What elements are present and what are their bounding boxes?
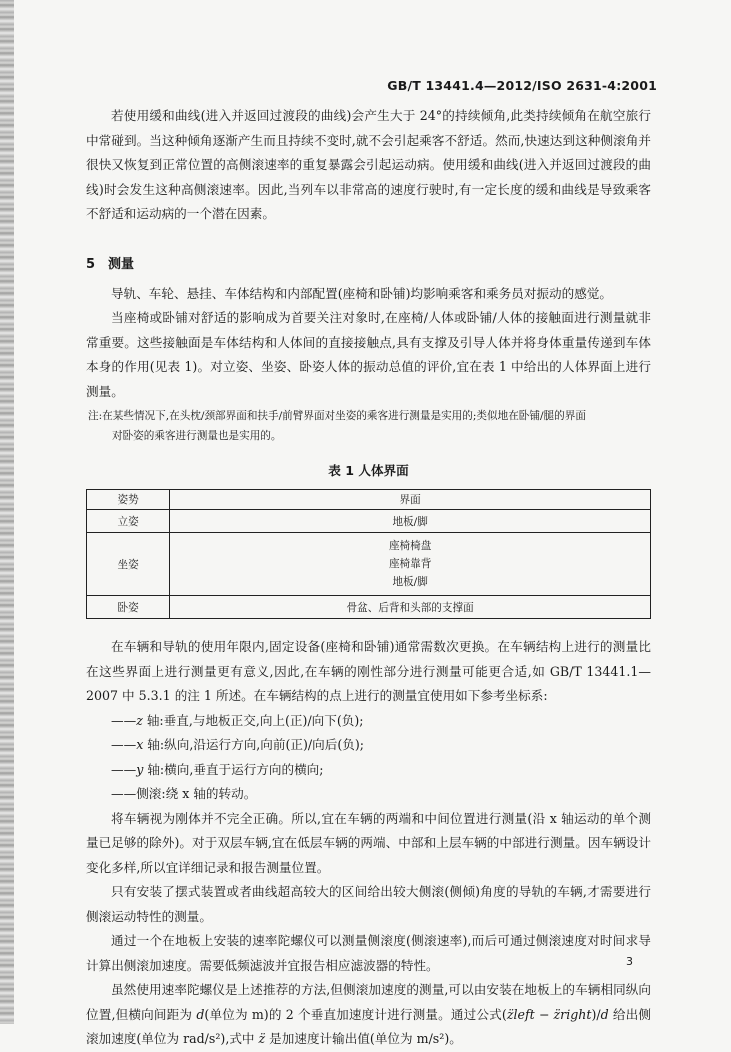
table-row xyxy=(87,510,651,533)
note-line-1: 在某些情况下,在头枕/颈部界面和扶手/前臂界面对坐姿的乘客进行测量是实用的;类似地在卧铺/腿的界面 xyxy=(102,410,586,422)
interface-item: 座椅靠背 xyxy=(388,558,432,570)
table-caption: 表 1 人体界面 xyxy=(328,463,409,478)
scan-edge-artifact xyxy=(0,0,14,1024)
list-item: ——x 轴:纵向,沿运行方向,向前(正)/向后(负); xyxy=(111,737,365,752)
section-title: 测量 xyxy=(108,256,135,272)
paragraph-3: 在车辆和导轨的使用年限内,固定设备(座椅和卧铺)通常需数次更换。在车辆结构上进行的测量比在这些界面上进行测量更有意义,因此,在车辆的刚性部分进行测量可能更合适,如 GB/T 13441.1—2007 中 5.3.1 的注 1 所述。在车辆结构的点上进行的测量宜使用如下参考坐标系: xyxy=(86,639,651,703)
paragraph-1: 导轨、车轮、悬挂、车体结构和内部配置(座椅和卧铺)均影响乘客和乘务员对振动的感觉。 xyxy=(111,285,612,301)
table-header-row xyxy=(87,490,651,510)
paragraph-2: 当座椅或卧铺对舒适的影响成为首要关注对象时,在座椅/人体或卧铺/人体的接触面进行测量就非常重要。这些接触面是车体结构和人体间的直接接触点,具有支撑及引导人体并将身体重量传递到车体本身的作用(见表 1)。对立姿、坐姿、卧姿人体的振动总值的评价,宜在表 1 中给出的人体界面上进行测量。 xyxy=(86,310,651,399)
table-row xyxy=(87,596,651,619)
header-posture: 姿势 xyxy=(87,490,170,510)
interface-item: 座椅椅盘 xyxy=(388,540,432,552)
paragraph-4: 将车辆视为刚体并不完全正确。所以,宜在车辆的两端和中间位置进行测量(沿 x 轴运动的单个测量已足够的除外)。对于双层车辆,宜在低层车辆的两端、中部和上层车辆的中部进行测量。因车辆设计变化多样,所以宜详细记录和报告测量位置。 xyxy=(86,810,651,875)
coordinate-list xyxy=(86,709,651,807)
paragraph-5: 只有安装了摆式装置或者曲线超高较大的区间给出较大侧滚(侧倾)角度的导轨的车辆,才需要进行侧滚运动特性的测量。 xyxy=(86,884,651,924)
section-number: 5 xyxy=(86,256,96,272)
human-interface-table xyxy=(86,489,651,619)
interface-cell xyxy=(170,533,651,596)
paragraph-7: 虽然使用速率陀螺仪是上述推荐的方法,但侧滚加速度的测量,可以由安装在地板上的车辆相同纵向位置,但横向间距为 d(单位为 m)的 2 个垂直加速度计进行测量。通过公式(z̈left − z̈right)/d 给出侧滚加速度(单位为 rad/s²),式中 z̈ 是加速度计输出值(单位为 m/s²)。 xyxy=(86,982,651,1046)
note-label: 注: xyxy=(88,410,103,422)
note xyxy=(86,406,651,446)
intro-paragraph: 若使用缓和曲线(进入并返回过渡段的曲线)会产生大于 24°的持续倾角,此类持续倾角在航空旅行中常碰到。当这种倾角逐渐产生而且持续不变时,就不会引起乘客不舒适。然而,快速达到这种侧滚角并很快又恢复到正常位置的高侧滚速率的重复暴露会引起运动病。使用缓和曲线(进入并返回过渡段的曲线)时会发生这种高侧滚速率。因此,当列车以非常高的速度行驶时,有一定长度的缓和曲线是导致乘客不舒适和运动病的一个潜在因素。 xyxy=(86,108,651,221)
posture-cell: 立姿 xyxy=(87,510,170,533)
interface-cell: 骨盆、后背和头部的支撑面 xyxy=(170,596,651,619)
posture-cell: 坐姿 xyxy=(87,533,170,596)
section-heading xyxy=(86,253,651,272)
posture-cell: 卧姿 xyxy=(87,596,170,619)
list-item: ——侧滚:绕 x 轴的转动。 xyxy=(111,786,257,801)
roll-formula: z̈left − z̈right xyxy=(506,1006,592,1022)
page-body xyxy=(86,104,651,1052)
paragraph-6: 通过一个在地板上安装的速率陀螺仪可以测量侧滚度(侧滚速率),而后可通过侧滚速度对时间求导计算出侧滚加速度。需要低频滤波并宜报告相应滤波器的特性。 xyxy=(86,933,651,973)
page-number: 3 xyxy=(626,955,633,968)
interface-cell: 地板/脚 xyxy=(170,510,651,533)
list-item: ——y 轴:横向,垂直于运行方向的横向; xyxy=(111,761,324,777)
note-line-2: 对卧姿的乘客进行测量也是实用的。 xyxy=(112,430,282,442)
table-row xyxy=(87,533,651,596)
interface-item: 地板/脚 xyxy=(392,576,428,588)
header-interface: 界面 xyxy=(170,490,651,510)
list-item: ——z 轴:垂直,与地板正交,向上(正)/向下(负); xyxy=(111,712,364,728)
standard-code-header: GB/T 13441.4—2012/ISO 2631-4:2001 xyxy=(387,78,657,93)
